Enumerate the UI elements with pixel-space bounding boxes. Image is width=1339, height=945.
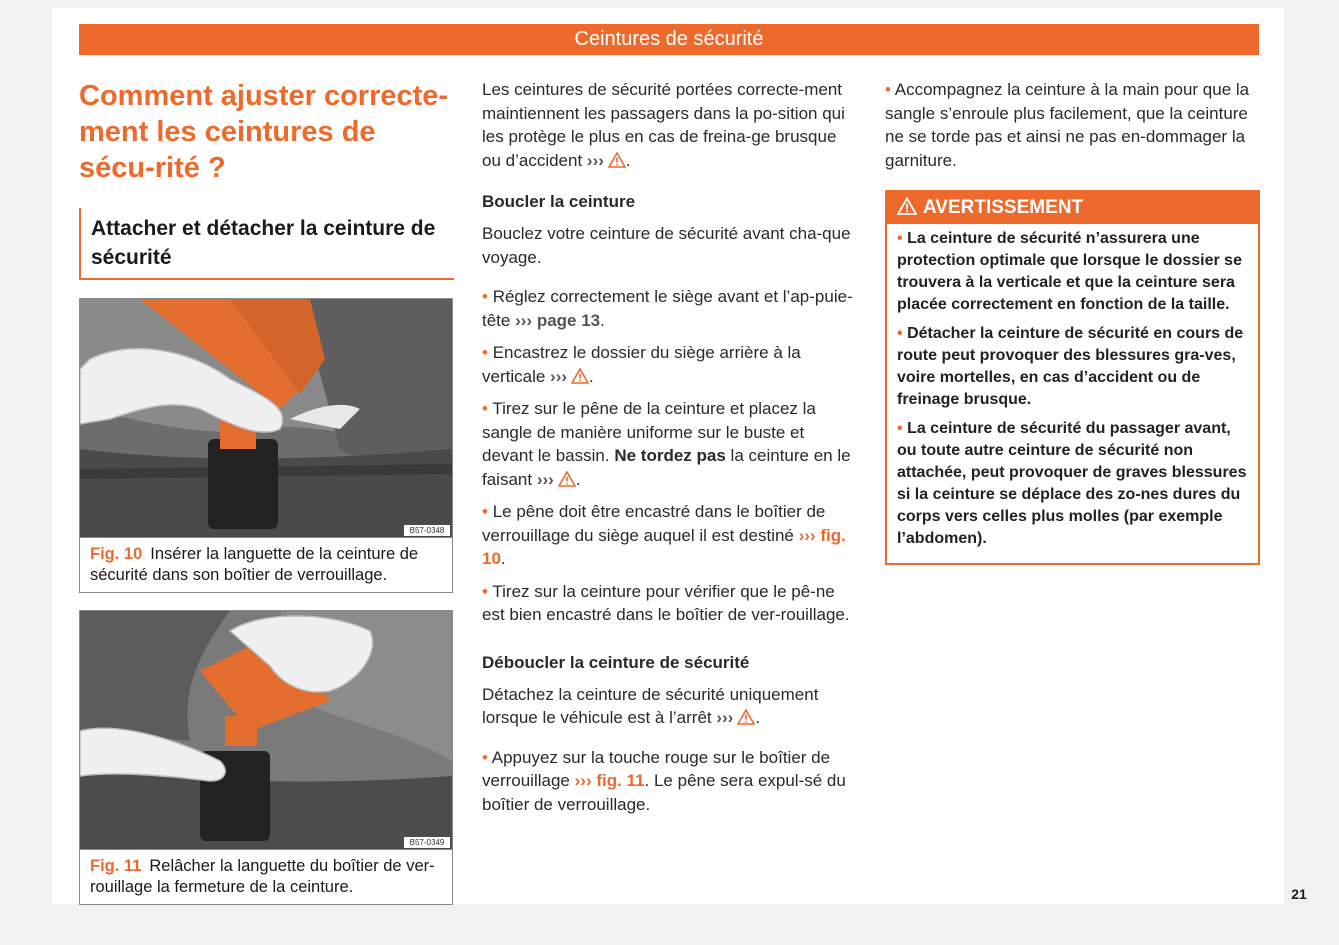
figure-caption-text: Insérer la languette de la ceinture de sécurité dans son boîtier de verrouillage. (90, 545, 419, 584)
subsection-heading: Attacher et détacher la ceinture de sécurité (79, 208, 454, 280)
warning-header (887, 192, 1258, 224)
figure-caption (80, 849, 452, 904)
warning-item: • La ceinture de sécurité du passager avant, ou toute autre ceinture de sécurité non attachée, peut provoquer de graves blessures si la ceinture se déplace des zo-nes dures du corps vers celles plus molles (par exemple l’abdomen). (897, 420, 1247, 547)
heading-deboucler: Déboucler la ceinture de sécurité (482, 652, 750, 672)
list-item: • Réglez correctement le siège avant et l’ap-puie-tête ››› page 13. (482, 287, 853, 330)
figure-code: B57-0349 (409, 838, 445, 847)
warning-body (887, 224, 1258, 563)
page-title: Comment ajuster correcte-ment les ceintures de sécu-rité ? (79, 80, 449, 184)
list-item: • Tirez sur le pêne de la ceinture et placez la sangle de manière uniforme sur le buste et devant le bassin. Ne tordez pas la ceinture en le faisant ››› . (482, 399, 851, 489)
warning-title: AVERTISSEMENT (923, 197, 1084, 218)
warning-triangle-icon (737, 709, 755, 725)
figure-10 (79, 298, 453, 593)
list-item: • Appuyez sur la touche rouge sur le boîtier de verrouillage ››› fig. 11. Le pêne sera expul-sé du boîtier de verrouillage. (482, 747, 846, 814)
page-link[interactable]: page 13 (536, 310, 601, 330)
page-number: 21 (1291, 886, 1307, 902)
column-middle (482, 78, 854, 816)
list-item: • Accompagnez la ceinture à la main pour que la sangle s’enroule plus facilement, que la ceinture ne se torde pas et ainsi ne pas en-dommager la garniture. (885, 80, 1250, 170)
list-item: • Tirez sur la ceinture pour vérifier que le pê-ne est bien encastré dans le boîtier de ver-rouillage. (482, 581, 850, 624)
paragraph-deboucler: Détachez la ceinture de sécurité uniquement lorsque le véhicule est à l’arrêt ››› . (482, 684, 819, 727)
figure-11 (79, 610, 453, 905)
warning-item: • Détacher la ceinture de sécurité en cours de route peut provoquer des blessures gra-ves, voire mortelles, en cas d’accident ou de freinage brusque. (897, 325, 1244, 408)
warning-item: • La ceinture de sécurité n’assurera une protection optimale que lorsque le dossier se trouvera à la verticale et que la ceinture sera placée correctement en fonction de la taille. (897, 230, 1242, 313)
reference-arrow: ››› (586, 150, 604, 170)
column-left (79, 78, 454, 905)
column-right (885, 78, 1260, 565)
buckle-insert-illustration (80, 299, 452, 537)
figure-caption (80, 537, 452, 592)
warning-box (885, 190, 1260, 565)
figure-link[interactable]: fig. 10 (482, 525, 846, 568)
paragraph-boucler: Bouclez votre ceinture de sécurité avant cha-que voyage. (482, 224, 851, 267)
figure-link[interactable]: fig. 11 (596, 771, 645, 790)
list-item: • Le pêne doit être encastré dans le boîtier de verrouillage du siège auquel il est destiné ››› fig. 10. (482, 502, 846, 568)
list-item: • Encastrez le dossier du siège arrière à la verticale ››› . (482, 343, 801, 386)
warning-triangle-icon (571, 368, 589, 384)
figure-caption-text: Relâcher la languette du boîtier de ver-rouillage la fermeture de la ceinture. (90, 857, 435, 896)
warning-triangle-icon (558, 471, 576, 487)
warning-triangle-icon (897, 197, 917, 215)
figure-code: B57-0348 (409, 526, 445, 535)
heading-boucler: Boucler la ceinture (482, 192, 636, 211)
intro-paragraph: Les ceintures de sécurité portées correcte-ment maintiennent les passagers dans la po-sition qui les protège le plus en cas de freina-ge brusque ou d’accident ››› . (482, 80, 845, 170)
buckle-release-illustration (80, 611, 452, 849)
section-header: Ceintures de sécurité (79, 24, 1259, 55)
figure-label: Fig. 11 (90, 857, 142, 875)
figure-label: Fig. 10 (90, 545, 143, 563)
warning-triangle-icon (608, 152, 626, 168)
